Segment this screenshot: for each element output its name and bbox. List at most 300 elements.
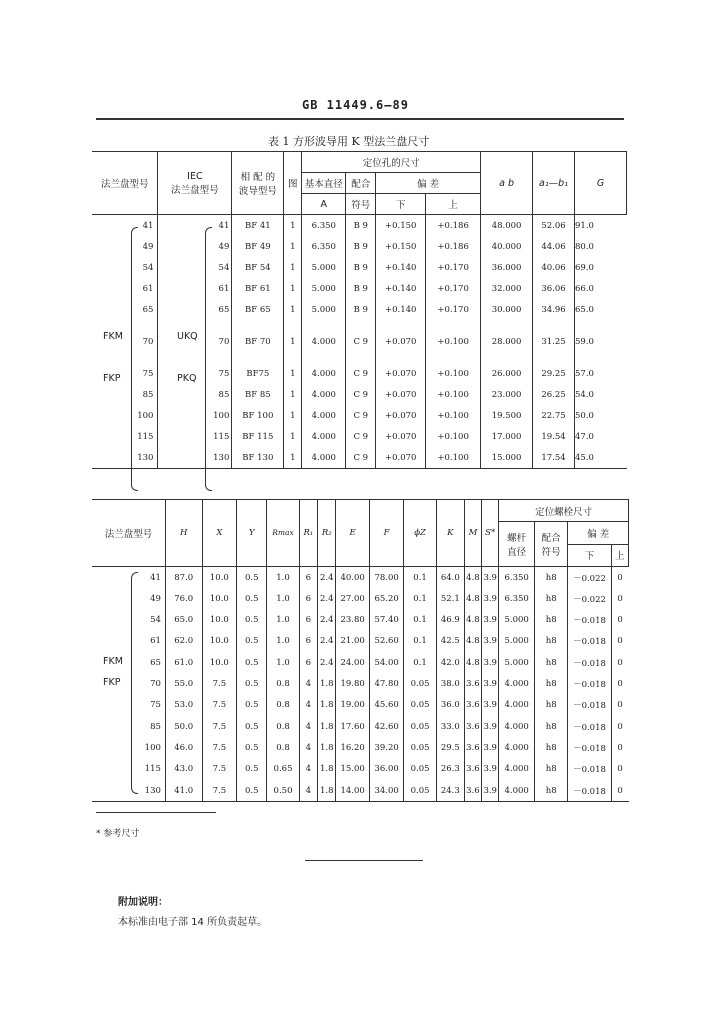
table2-cell-X: 7.5	[202, 737, 237, 758]
table2-cell-X: 7.5	[202, 695, 237, 716]
table2-cell-f: h8	[534, 652, 567, 673]
table2-cell-R2: 2.4	[318, 566, 336, 588]
table2-cell-H: 53.0	[165, 695, 202, 716]
table1-cell-iec: 115	[206, 426, 232, 447]
table2-cell-f: h8	[534, 673, 567, 694]
table2-cell-E: 24.00	[336, 652, 369, 673]
table2-cell-up: 0	[611, 588, 628, 609]
table1-row	[92, 257, 627, 278]
table2-cell-Z: 0.05	[404, 780, 436, 802]
table2-cell-Z: 0.05	[404, 716, 436, 737]
table1-cell-wg: BF 65	[232, 299, 284, 320]
table2-cell-n: 54	[92, 609, 165, 630]
table2-cell-lo: －0.018	[568, 716, 611, 737]
table1-cell-dia: 6.350	[302, 236, 346, 257]
table2-cell-R2: 1.8	[318, 737, 336, 758]
table1-cell-fit: B 9	[346, 215, 376, 237]
table2-cell-H: 62.0	[165, 631, 202, 652]
table2-cell-H: 55.0	[165, 673, 202, 694]
table1-cell-lo: +0.070	[376, 447, 426, 469]
th2-M: M	[464, 500, 481, 567]
table2-cell-f: h8	[534, 759, 567, 780]
table2-cell-d: 4.000	[499, 759, 535, 780]
table2-cell-S: 3.9	[482, 566, 499, 588]
table2-cell-R1: 6	[299, 566, 317, 588]
table1-cell-fit: B 9	[346, 257, 376, 278]
table1-cell-up: +0.100	[426, 384, 481, 405]
table1-cell-g: 47.0	[575, 426, 627, 447]
table2-cell-F: 47.80	[369, 673, 404, 694]
table1-cell-g: 66.0	[575, 278, 627, 299]
table2-cell-d: 4.000	[499, 716, 535, 737]
th2-flange-type: 法兰盘型号	[92, 500, 165, 567]
table2-cell-F: 78.00	[369, 566, 404, 588]
table2-cell-M: 3.6	[464, 780, 481, 802]
th-A: A	[302, 194, 346, 215]
table1-cell-fig: 1	[284, 320, 302, 363]
table1-cell-a1: 31.25	[533, 320, 575, 363]
table2-cell-R1: 4	[299, 673, 317, 694]
table2-cell-X: 7.5	[202, 759, 237, 780]
table2-cell-H: 50.0	[165, 716, 202, 737]
table2-cell-Y: 0.5	[237, 780, 267, 802]
th-fit: 配合	[346, 173, 376, 194]
th2-deviation: 偏 差	[568, 522, 629, 544]
table2-cell-E: 19.80	[336, 673, 369, 694]
table1-cell-fit: C 9	[346, 320, 376, 363]
table1-cell-up: +0.170	[426, 278, 481, 299]
table2-group-fkm: FKM	[103, 656, 123, 667]
table1-group-fkm: FKM	[103, 331, 123, 342]
table2-cell-lo: －0.018	[568, 609, 611, 630]
table2-cell-R1: 4	[299, 780, 317, 802]
table2-cell-R: 1.0	[267, 631, 299, 652]
th2-S: S*	[482, 500, 499, 567]
table2-cell-M: 3.6	[464, 737, 481, 758]
table2-cell-d: 5.000	[499, 652, 535, 673]
table1-cell-fig: 1	[284, 426, 302, 447]
appendix-text: 本标准由电子部 14 所负责起草。	[118, 917, 268, 928]
table2-cell-S: 3.9	[482, 780, 499, 802]
th2-Rmax: Rmax	[267, 500, 299, 567]
table2-row	[92, 631, 629, 652]
table2-cell-S: 3.9	[482, 737, 499, 758]
table2-cell-n: 130	[92, 780, 165, 802]
table2-cell-E: 27.00	[336, 588, 369, 609]
table1-cell-up: +0.186	[426, 215, 481, 237]
table2-row	[92, 566, 629, 588]
table2-cell-lo: －0.018	[568, 652, 611, 673]
table2-cell-K: 24.3	[436, 780, 464, 802]
table2-left-brace	[131, 572, 138, 794]
table1-cell-lo: +0.070	[376, 405, 426, 426]
table2-cell-R2: 2.4	[318, 609, 336, 630]
th-G: G	[575, 152, 627, 215]
table1-cell-g: 65.0	[575, 299, 627, 320]
th2-Y: Y	[237, 500, 267, 567]
table1-cell-iec: 75	[206, 363, 232, 384]
table1-cell-ab: 19.500	[481, 405, 533, 426]
table1-cell-fig: 1	[284, 405, 302, 426]
table2-cell-Y: 0.5	[237, 716, 267, 737]
table1-group-ukq: UKQ	[177, 331, 198, 342]
table1-cell-blank	[158, 299, 206, 320]
table1-cell-blank	[158, 215, 206, 237]
table2-cell-X: 10.0	[202, 588, 237, 609]
table2-cell-F: 42.60	[369, 716, 404, 737]
table2	[92, 499, 629, 802]
table2-cell-Y: 0.5	[237, 673, 267, 694]
table2-cell-lo: －0.018	[568, 759, 611, 780]
table2-cell-S: 3.9	[482, 652, 499, 673]
table1-row	[92, 236, 627, 257]
table1-cell-iec: 130	[206, 447, 232, 469]
table2-cell-R1: 4	[299, 695, 317, 716]
table1-cell-wg: BF 49	[232, 236, 284, 257]
table2-cell-lo: －0.022	[568, 566, 611, 588]
table2-cell-n: 100	[92, 737, 165, 758]
footnote-rule	[96, 812, 216, 813]
table1-cell-a1: 40.06	[533, 257, 575, 278]
table2-cell-X: 7.5	[202, 716, 237, 737]
table1-cell-lo: +0.150	[376, 236, 426, 257]
table1-cell-wg: BF 130	[232, 447, 284, 469]
table2-cell-S: 3.9	[482, 588, 499, 609]
table2-cell-M: 3.6	[464, 716, 481, 737]
table1-cell-up: +0.100	[426, 426, 481, 447]
table1-cell-up: +0.186	[426, 236, 481, 257]
table2-cell-R: 0.8	[267, 673, 299, 694]
table1-cell-wg: BF 54	[232, 257, 284, 278]
table1-cell-up: +0.100	[426, 447, 481, 469]
table1-cell-ab: 28.000	[481, 320, 533, 363]
table1-cell-g: 45.0	[575, 447, 627, 469]
standard-code: GB 11449.6—89	[302, 98, 409, 112]
table1-cell-g: 57.0	[575, 363, 627, 384]
table1-cell-lo: +0.140	[376, 278, 426, 299]
th-basic-dia: 基本直径	[302, 173, 346, 194]
table1-cell-dia: 4.000	[302, 320, 346, 363]
th2-bolt: 定位螺栓尺寸	[499, 500, 629, 522]
table2-cell-up: 0	[611, 695, 628, 716]
th2-F: F	[369, 500, 404, 567]
table1-cell-fit: C 9	[346, 363, 376, 384]
table1-cell-fig: 1	[284, 447, 302, 469]
table2-cell-F: 34.00	[369, 780, 404, 802]
table2-cell-f: h8	[534, 609, 567, 630]
table2-row	[92, 716, 629, 737]
table2-cell-Z: 0.05	[404, 673, 436, 694]
table2-cell-R2: 1.8	[318, 673, 336, 694]
table2-cell-d: 6.350	[499, 566, 535, 588]
table1-cell-lo: +0.140	[376, 257, 426, 278]
table2-cell-Z: 0.05	[404, 695, 436, 716]
table1-cell-ab: 23.000	[481, 384, 533, 405]
table1-cell-iec: 85	[206, 384, 232, 405]
table2-cell-lo: －0.018	[568, 737, 611, 758]
table2-cell-R: 0.8	[267, 716, 299, 737]
table1-cell-fig: 1	[284, 215, 302, 237]
th-lower: 下	[376, 194, 426, 215]
table2-cell-n: 115	[92, 759, 165, 780]
table1-row	[92, 299, 627, 320]
table1-cell-n: 65	[92, 299, 158, 320]
table1-cell-ab: 15.000	[481, 447, 533, 469]
table2-cell-n: 49	[92, 588, 165, 609]
th2-R2: R₂	[318, 500, 336, 567]
header-rule	[96, 118, 624, 120]
table2-cell-E: 23.80	[336, 609, 369, 630]
table2-cell-R1: 6	[299, 609, 317, 630]
table2-cell-E: 16.20	[336, 737, 369, 758]
th-deviation: 偏 差	[376, 173, 481, 194]
table1-cell-fig: 1	[284, 278, 302, 299]
table1-left-brace	[131, 227, 138, 491]
th2-fit: 配合 符号	[534, 522, 567, 567]
table1-cell-fig: 1	[284, 257, 302, 278]
table2-cell-F: 65.20	[369, 588, 404, 609]
table2-cell-M: 4.8	[464, 652, 481, 673]
table2-cell-R2: 2.4	[318, 631, 336, 652]
table2-cell-lo: －0.018	[568, 673, 611, 694]
table2-cell-Z: 0.1	[404, 652, 436, 673]
table1-row	[92, 384, 627, 405]
table1-cell-n: 115	[92, 426, 158, 447]
table2-cell-R1: 6	[299, 652, 317, 673]
table1-cell-a1: 17.54	[533, 447, 575, 469]
th2-X: X	[202, 500, 237, 567]
table2-cell-Y: 0.5	[237, 652, 267, 673]
th-upper: 上	[426, 194, 481, 215]
th-figure: 图	[284, 152, 302, 215]
table2-cell-H: 61.0	[165, 652, 202, 673]
table1-cell-fit: C 9	[346, 405, 376, 426]
table2-cell-R: 0.8	[267, 695, 299, 716]
th2-R1: R₁	[299, 500, 317, 567]
table2-cell-lo: －0.018	[568, 631, 611, 652]
table2-cell-up: 0	[611, 716, 628, 737]
table1-cell-g: 91.0	[575, 215, 627, 237]
table2-row	[92, 737, 629, 758]
table2-cell-up: 0	[611, 566, 628, 588]
table2-cell-n: 41	[92, 566, 165, 588]
table2-cell-Y: 0.5	[237, 631, 267, 652]
table2-cell-Y: 0.5	[237, 737, 267, 758]
table1-cell-lo: +0.070	[376, 363, 426, 384]
table1-cell-a1: 36.06	[533, 278, 575, 299]
table1-cell-dia: 5.000	[302, 257, 346, 278]
table1-cell-ab: 48.000	[481, 215, 533, 237]
table2-cell-d: 4.000	[499, 673, 535, 694]
table1-cell-ab: 40.000	[481, 236, 533, 257]
table2-cell-lo: －0.018	[568, 695, 611, 716]
table2-cell-M: 4.8	[464, 631, 481, 652]
table2-cell-X: 10.0	[202, 631, 237, 652]
table2-cell-f: h8	[534, 631, 567, 652]
table1-cell-up: +0.170	[426, 299, 481, 320]
table2-cell-R2: 2.4	[318, 652, 336, 673]
table2-cell-K: 42.5	[436, 631, 464, 652]
table1-cell-a1: 22.75	[533, 405, 575, 426]
th-ab: a b	[481, 152, 533, 215]
table1-cell-wg: BF 85	[232, 384, 284, 405]
table2-cell-f: h8	[534, 737, 567, 758]
th2-bolt-dia: 螺杆 直径	[499, 522, 535, 567]
th2-H: H	[165, 500, 202, 567]
table1-cell-dia: 5.000	[302, 299, 346, 320]
th-mating-waveguide: 相 配 的 波导型号	[232, 152, 284, 215]
table2-cell-R2: 1.8	[318, 780, 336, 802]
table2-cell-X: 10.0	[202, 566, 237, 588]
table2-cell-K: 33.0	[436, 716, 464, 737]
table2-cell-H: 41.0	[165, 780, 202, 802]
table2-cell-R: 1.0	[267, 566, 299, 588]
table2-cell-Z: 0.1	[404, 566, 436, 588]
table2-cell-E: 14.00	[336, 780, 369, 802]
table1-cell-dia: 4.000	[302, 363, 346, 384]
table2-cell-up: 0	[611, 673, 628, 694]
table2-cell-Z: 0.05	[404, 737, 436, 758]
table1-cell-n: 61	[92, 278, 158, 299]
table2-cell-M: 3.6	[464, 695, 481, 716]
table2-row	[92, 780, 629, 802]
table1-cell-n: 75	[92, 363, 158, 384]
th-flange-type: 法兰盘型号	[92, 152, 158, 215]
table2-cell-K: 36.0	[436, 695, 464, 716]
table1-cell-blank	[158, 405, 206, 426]
table2-cell-K: 52.1	[436, 588, 464, 609]
table1-cell-blank	[158, 447, 206, 469]
table2-cell-K: 38.0	[436, 673, 464, 694]
table2-cell-up: 0	[611, 759, 628, 780]
th2-K: K	[436, 500, 464, 567]
table2-cell-d: 4.000	[499, 780, 535, 802]
table2-cell-n: 70	[92, 673, 165, 694]
table1-cell-ab: 26.000	[481, 363, 533, 384]
table1-cell-lo: +0.070	[376, 426, 426, 447]
table2-cell-M: 3.6	[464, 673, 481, 694]
table2-cell-Z: 0.1	[404, 631, 436, 652]
table1-cell-blank	[158, 236, 206, 257]
table1-cell-ab: 17.000	[481, 426, 533, 447]
table2-cell-n: 65	[92, 652, 165, 673]
table2-cell-up: 0	[611, 780, 628, 802]
table2-cell-R: 0.8	[267, 737, 299, 758]
table2-cell-K: 46.9	[436, 609, 464, 630]
table1-cell-iec: 70	[206, 320, 232, 363]
table1-cell-up: +0.170	[426, 257, 481, 278]
table1	[92, 151, 627, 469]
table2-cell-Y: 0.5	[237, 695, 267, 716]
table2-cell-K: 64.0	[436, 566, 464, 588]
table2-cell-d: 5.000	[499, 631, 535, 652]
table2-cell-E: 21.00	[336, 631, 369, 652]
table1-group-pkq: PKQ	[177, 373, 197, 384]
table1-cell-fig: 1	[284, 363, 302, 384]
table1-cell-wg: BF 70	[232, 320, 284, 363]
table2-cell-K: 26.3	[436, 759, 464, 780]
table2-row	[92, 695, 629, 716]
table1-cell-iec: 65	[206, 299, 232, 320]
table1-cell-a1: 34.96	[533, 299, 575, 320]
table2-cell-n: 85	[92, 716, 165, 737]
th-a1b1: a₁—b₁	[533, 152, 575, 215]
table1-iec-brace	[205, 227, 212, 491]
table2-cell-R2: 1.8	[318, 759, 336, 780]
table1-cell-blank	[158, 257, 206, 278]
table2-cell-S: 3.9	[482, 609, 499, 630]
table1-cell-a1: 52.06	[533, 215, 575, 237]
table1-cell-n: 100	[92, 405, 158, 426]
table1-cell-n: 70	[92, 320, 158, 363]
th-iec: IEC 法兰盘型号	[158, 152, 232, 215]
table1-cell-ab: 30.000	[481, 299, 533, 320]
table1-cell-fit: C 9	[346, 447, 376, 469]
table1-cell-lo: +0.150	[376, 215, 426, 237]
table1-cell-fit: B 9	[346, 278, 376, 299]
table2-cell-H: 43.0	[165, 759, 202, 780]
table1-cell-wg: BF75	[232, 363, 284, 384]
table2-cell-R: 0.65	[267, 759, 299, 780]
table1-cell-a1: 26.25	[533, 384, 575, 405]
table1-cell-g: 80.0	[575, 236, 627, 257]
table1-cell-dia: 4.000	[302, 384, 346, 405]
table2-cell-R: 1.0	[267, 588, 299, 609]
table1-cell-iec: 41	[206, 215, 232, 237]
table1-row	[92, 447, 627, 469]
table1-cell-blank	[158, 426, 206, 447]
table1-cell-n: 130	[92, 447, 158, 469]
table1-cell-wg: BF 115	[232, 426, 284, 447]
table2-cell-d: 4.000	[499, 695, 535, 716]
table1-cell-wg: BF 41	[232, 215, 284, 237]
table2-cell-lo: －0.018	[568, 780, 611, 802]
table2-cell-R: 1.0	[267, 609, 299, 630]
table1-row	[92, 215, 627, 237]
table2-cell-f: h8	[534, 588, 567, 609]
table2-cell-R1: 6	[299, 631, 317, 652]
table2-row	[92, 759, 629, 780]
table2-cell-d: 4.000	[499, 737, 535, 758]
table1-cell-lo: +0.070	[376, 384, 426, 405]
table2-cell-H: 46.0	[165, 737, 202, 758]
table1-cell-dia: 4.000	[302, 405, 346, 426]
table2-row	[92, 652, 629, 673]
table2-cell-X: 7.5	[202, 673, 237, 694]
table1-cell-n: 54	[92, 257, 158, 278]
table1-cell-fit: B 9	[346, 299, 376, 320]
table1-cell-dia: 5.000	[302, 278, 346, 299]
th-fit-symbol: 符号	[346, 194, 376, 215]
table1-cell-lo: +0.070	[376, 320, 426, 363]
table2-cell-Z: 0.05	[404, 759, 436, 780]
table2-cell-H: 87.0	[165, 566, 202, 588]
table2-cell-S: 3.9	[482, 716, 499, 737]
table1-cell-blank	[158, 384, 206, 405]
th2-upper: 上	[611, 544, 628, 566]
table2-cell-up: 0	[611, 652, 628, 673]
table1-cell-ab: 32.000	[481, 278, 533, 299]
table1-row	[92, 320, 627, 363]
table2-cell-S: 3.9	[482, 631, 499, 652]
table1-row	[92, 363, 627, 384]
table2-cell-M: 4.8	[464, 609, 481, 630]
table2-cell-M: 3.6	[464, 759, 481, 780]
table2-cell-lo: －0.022	[568, 588, 611, 609]
th2-phiZ: ϕZ	[404, 500, 436, 567]
table1-row	[92, 405, 627, 426]
table1-cell-blank	[158, 278, 206, 299]
